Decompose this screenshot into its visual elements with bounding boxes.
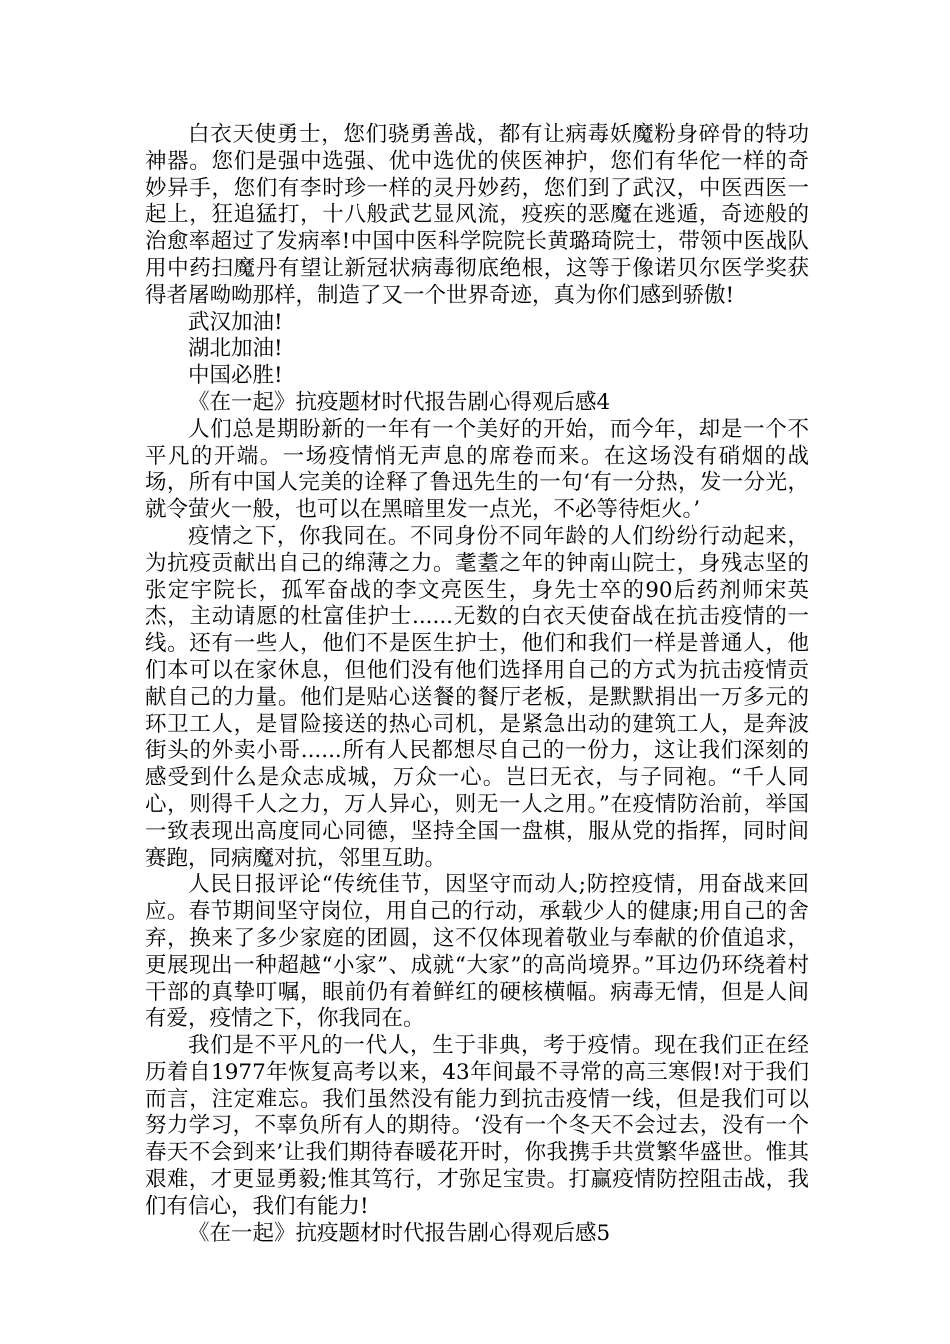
paragraph-together: 疫情之下，你我同在。不同身份不同年龄的人们纷纷行动起来，为抗疫贡献出自己的绵薄之力。耄耋之年的钟南山院士，身残志坚的张定宇院长，孤军奋战的李文亮医生，身先士卒的90后药剂师宋英杰，主动请愿的杜富佳护士......无数的白衣天使奋战在抗击疫情的一线。还有一些人，他们不是医生护士，他们和我们一样是普通人，他们本可以在家休息，但他们没有他们选择用自己的方式为抗击疫情贡献自己的力量。他们是贴心送餐的餐厅老板，是默默捐出一万多元的环卫工人，是冒险接送的热心司机，是紧急出动的建筑工人，是奔波街头的外卖小哥......所有人民都想尽自己的一份力，这让我们深刻的感受到什么是众志成城，万众一心。岂曰无衣，与子同袍。“千人同心，则得千人之力，万人异心，则无一人之用。”在疫情防治前，举国一致表现出高度同心同德，坚持全国一盘棋，服从党的指挥，同时间赛跑，同病魔对抗，邻里互助。 <box>145 523 809 871</box>
paragraph-new-year: 人们总是期盼新的一年有一个美好的开始，而今年，却是一个不平凡的开端。一场疫情悄无声息的席卷而来。在这场没有硝烟的战场，所有中国人完美的诠释了鲁迅先生的一句‘有一分热，发一分光，就令萤火一般，也可以在黑暗里发一点光，不必等待炬火。’ <box>145 416 809 523</box>
slogan-china: 中国必胜! <box>188 363 283 389</box>
slogan-wuhan: 武汉加油! <box>188 309 283 335</box>
slogan-hubei: 湖北加油! <box>188 336 283 362</box>
paragraph-peoples-daily: 人民日报评论“传统佳节，因坚守而动人;防控疫情，用奋战来回应。春节期间坚守岗位，用自己的行动，承载少人的健康;用自己的舍弃，换来了多少家庭的团圆，这不仅体现着敬业与奉献的价值追求，更展现出一种超越“小家”、成就“大家”的高尚境界。”耳边仍环绕着村干部的真挚叮嘱，眼前仍有着鲜红的硬核横幅。病毒无情，但是人间有爱，疫情之下，你我同在。 <box>145 872 809 1032</box>
section-heading-4: 《在一起》抗疫题材时代报告剧心得观后感4 <box>188 389 611 415</box>
section-heading-5: 《在一起》抗疫题材时代报告剧心得观后感5 <box>188 1220 611 1246</box>
paragraph-angels-praise: 白衣天使勇士，您们骁勇善战，都有让病毒妖魔粉身碎骨的特功神器。您们是强中选强、优中选优的侠医神护，您们有华佗一样的奇妙异手，您们有李时珍一样的灵丹妙药，您们到了武汉，中医西医一起上，狂追猛打，十八般武艺显风流，疫疾的恶魔在逃遁，奇迹般的治愈率超过了发病率!中国中医科学院院长黄璐琦院士，带领中医战队用中药扫魔丹有望让新冠状病毒彻底绝根，这等于像诺贝尔医学奖获得者屠呦呦那样，制造了又一个世界奇迹，真为你们感到骄傲! <box>145 122 809 308</box>
document-page <box>145 122 809 1247</box>
paragraph-generation: 我们是不平凡的一代人，生于非典，考于疫情。现在我们正在经历着自1977年恢复高考以来，43年间最不寻常的高三寒假!对于我们而言，注定难忘。我们虽然没有能力到抗击疫情一线，但是我们可以努力学习，不辜负所有人的期待。‘没有一个冬天不会过去，没有一个春天不会到来’让我们期待春暖花开时，你我携手共赏繁华盛世。惟其艰难，才更显勇毅;惟其笃行，才弥足宝贵。打赢疫情防控阻击战，我们有信心，我们有能力! <box>145 1033 809 1219</box>
